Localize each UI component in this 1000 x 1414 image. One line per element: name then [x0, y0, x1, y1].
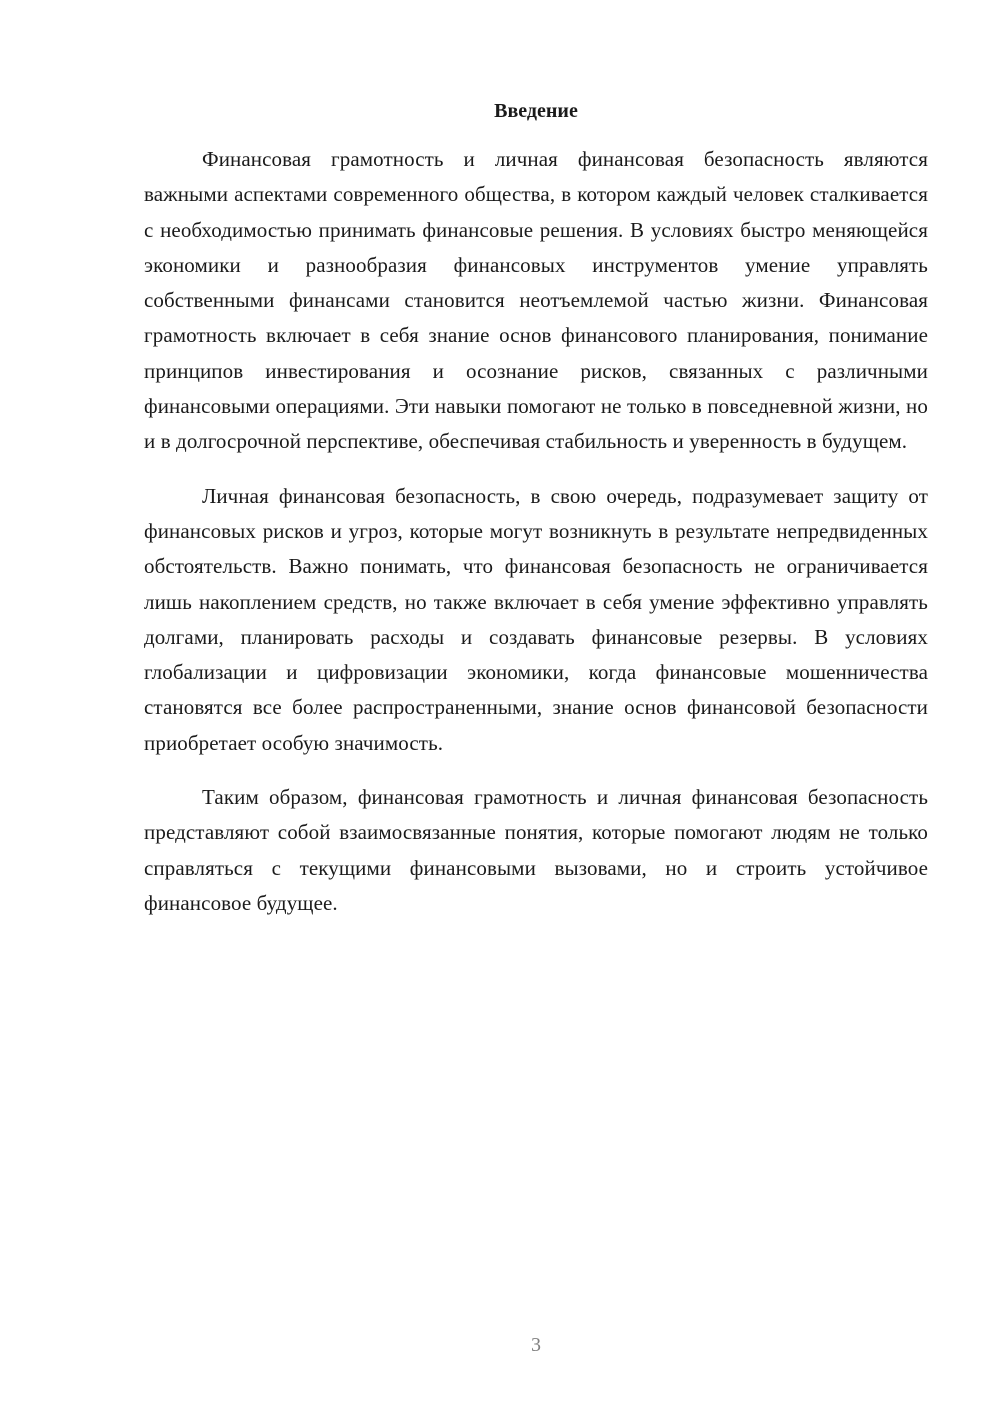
page-content [144, 96, 928, 921]
page-number: 3 [531, 1334, 541, 1356]
intro-paragraph-2: Личная финансовая безопасность, в свою очередь, подразумевает защиту от финансовых рисков и угроз, которые могут возникнуть в результате непредвиденных обстоятельств. Важно понимать, что финансовая безопасность не ограничивается лишь накоплением средств, но также включает в себя умение эффективно управлять долгами, планировать расходы и создавать финансовые резервы. В условиях глобализации и цифровизации экономики, когда финансовые мошенничества становятся все более распространенными, знание основ финансовой безопасности приобретает особую значимость. [144, 483, 928, 755]
intro-paragraph-1: Финансовая грамотность и личная финансовая безопасность являются важными аспектами современного общества, в котором каждый человек сталкивается с необходимостью принимать финансовые решения. В условиях быстро меняющейся экономики и разнообразия финансовых инструментов умение управлять собственными финансами становится неотъемлемой частью жизни. Финансовая грамотность включает в себя знание основ финансового планирования, понимание принципов инвестирования и осознание рисков, связанных с различными финансовыми операциями. Эти навыки помогают не только в повседневной жизни, но и в долгосрочной перспективе, обеспечивая стабильность и уверенность в будущем. [144, 147, 928, 454]
section-title: Введение [494, 100, 578, 122]
intro-paragraph-3: Таким образом, финансовая грамотность и личная финансовая безопасность представляют собой взаимосвязанные понятия, которые помогают людям не только справляться с текущими финансовыми вызовами, но и строить устойчивое финансовое будущее. [144, 785, 928, 915]
